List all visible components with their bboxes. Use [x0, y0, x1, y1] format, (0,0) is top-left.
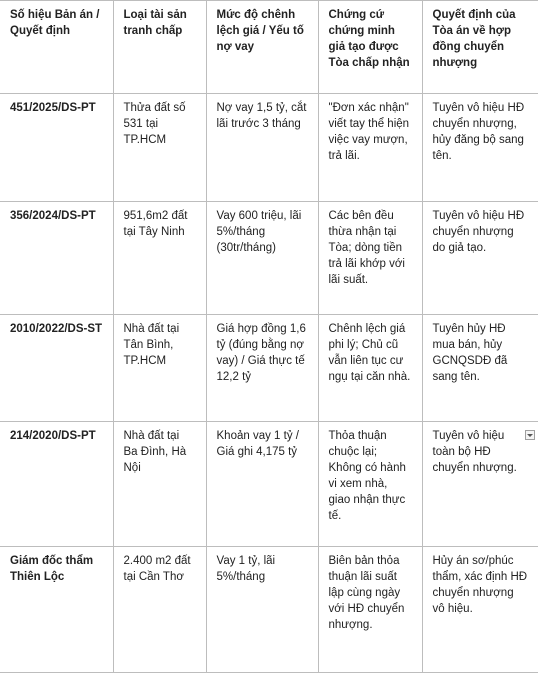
cell-price-difference: Nợ vay 1,5 tỷ, cắt lãi trước 3 tháng [206, 94, 318, 202]
cell-price-difference: Vay 1 tỷ, lãi 5%/tháng [206, 547, 318, 673]
header-case-number: Số hiệu Bản án / Quyết định [0, 1, 113, 94]
table-row [0, 94, 538, 202]
cell-evidence: Chênh lệch giá phi lý; Chủ cũ vẫn liên tục cư ngụ tại căn nhà. [318, 315, 422, 422]
header-evidence: Chứng cứ chứng minh giả tạo được Tòa chấp nhận [318, 1, 422, 94]
cell-asset-type: 951,6m2 đất tại Tây Ninh [113, 202, 206, 315]
cell-price-difference: Vay 600 triệu, lãi 5%/tháng (30tr/tháng) [206, 202, 318, 315]
cell-price-difference: Khoản vay 1 tỷ / Giá ghi 4,175 tỷ [206, 422, 318, 547]
table-header-row [0, 1, 538, 94]
cell-evidence: Các bên đều thừa nhận tại Tòa; dòng tiền trả lãi khớp với lãi suất. [318, 202, 422, 315]
cell-case-number: 2010/2022/DS-ST [0, 315, 113, 422]
cell-evidence: "Đơn xác nhận" viết tay thể hiện việc vay mượn, trả lãi. [318, 94, 422, 202]
cell-court-decision: Tuyên vô hiệu HĐ chuyển nhượng do giả tạo. [422, 202, 538, 315]
cell-asset-type: Thửa đất số 531 tại TP.HCM [113, 94, 206, 202]
cell-case-number: Giám đốc thẩm Thiên Lộc [0, 547, 113, 673]
cell-court-decision: Hủy án sơ/phúc thẩm, xác định HĐ chuyển nhượng vô hiệu. [422, 547, 538, 673]
cell-court-decision: Tuyên vô hiệu toàn bộ HĐ chuyển nhượng. [422, 422, 538, 547]
cell-asset-type: 2.400 m2 đất tại Cần Thơ [113, 547, 206, 673]
cell-court-decision: Tuyên hủy HĐ mua bán, hủy GCNQSDĐ đã sang tên. [422, 315, 538, 422]
table-row [0, 422, 538, 547]
cell-asset-type: Nhà đất tại Tân Bình, TP.HCM [113, 315, 206, 422]
table-row [0, 315, 538, 422]
table-row [0, 547, 538, 673]
cell-court-decision: Tuyên vô hiệu HĐ chuyển nhượng, hủy đăng bộ sang tên. [422, 94, 538, 202]
header-court-decision: Quyết định của Tòa án về hợp đồng chuyển nhượng [422, 1, 538, 94]
dropdown-arrow-icon[interactable] [525, 430, 535, 440]
cell-case-number: 356/2024/DS-PT [0, 202, 113, 315]
header-price-difference: Mức độ chênh lệch giá / Yếu tố nợ vay [206, 1, 318, 94]
cell-evidence: Biên bản thỏa thuận lãi suất lập cùng ngày với HĐ chuyển nhượng. [318, 547, 422, 673]
cell-asset-type: Nhà đất tại Ba Đình, Hà Nội [113, 422, 206, 547]
cell-evidence: Thỏa thuận chuộc lại; Không có hành vi xem nhà, giao nhận thực tế. [318, 422, 422, 547]
cell-price-difference: Giá hợp đồng 1,6 tỷ (đúng bằng nợ vay) / Giá thực tế 12,2 tỷ [206, 315, 318, 422]
header-asset-type: Loại tài sản tranh chấp [113, 1, 206, 94]
table-row [0, 202, 538, 315]
cell-case-number: 451/2025/DS-PT [0, 94, 113, 202]
cell-case-number: 214/2020/DS-PT [0, 422, 113, 547]
